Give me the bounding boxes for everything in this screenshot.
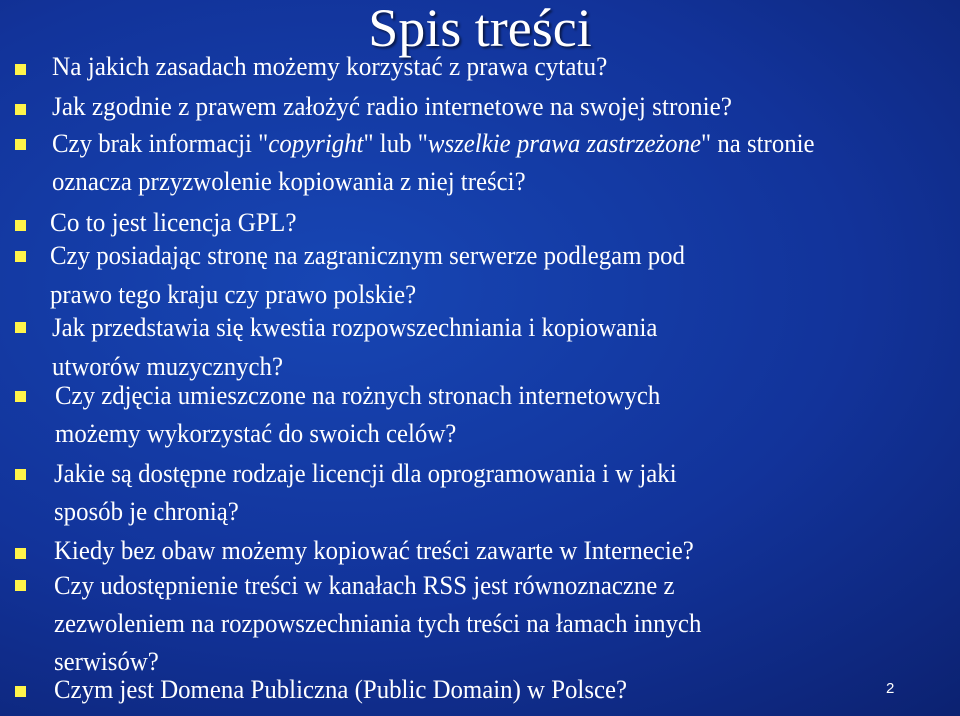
toc-item-line (52, 167, 526, 197)
toc-item-line (50, 280, 416, 310)
bullet-icon (15, 548, 26, 559)
toc-item-text: Czy zdjęcia umieszczone na rożnych stronach internetowych (55, 381, 661, 410)
toc-item-line (54, 609, 701, 639)
toc-item-line (54, 459, 677, 489)
toc-item-line (54, 536, 694, 566)
toc-item-text: Co to jest licencja GPL? (50, 208, 297, 237)
toc-item-text: oznacza przyzwolenie kopiowania z niej treści? (52, 167, 526, 196)
toc-item-text: copyright (268, 129, 364, 158)
toc-item-line (54, 497, 239, 527)
toc-item-text: Kiedy bez obaw możemy kopiować treści zawarte w Internecie? (54, 536, 694, 565)
toc-item-line (50, 241, 685, 271)
toc-item-text: możemy wykorzystać do swoich celów? (55, 419, 457, 448)
toc-item-text: " na stronie (701, 129, 815, 158)
toc-item-line (55, 381, 660, 411)
toc-item-line (55, 419, 456, 449)
toc-item-text: wszelkie prawa zastrzeżone (427, 129, 702, 158)
toc-item-line (54, 647, 159, 677)
toc-item-text: Na jakich zasadach możemy korzystać z prawa cytatu? (52, 52, 608, 81)
toc-item-line (52, 352, 283, 382)
bullet-icon (15, 391, 26, 402)
toc-item-text: Czy udostępnienie treści w kanałach RSS jest równoznaczne z (54, 571, 675, 600)
toc-item-line (54, 571, 675, 601)
toc-item-line (52, 52, 607, 82)
toc-item-text: Czy brak informacji " (52, 129, 269, 158)
toc-item-line (52, 129, 815, 159)
toc-item-line (52, 92, 732, 122)
toc-item-text: Jak przedstawia się kwestia rozpowszechniania i kopiowania (52, 313, 658, 342)
bullet-icon (15, 104, 26, 115)
bullet-icon (15, 469, 26, 480)
toc-item-text: Czym jest Domena Publiczna (Public Domain) w Polsce? (54, 675, 628, 704)
toc-item-text: Jakie są dostępne rodzaje licencji dla oprogramowania i w jaki (54, 459, 677, 488)
page-number: 2 (886, 680, 895, 697)
bullet-icon (15, 322, 26, 333)
toc-item-line (50, 208, 297, 238)
toc-item-text: prawo tego kraju czy prawo polskie? (50, 280, 417, 309)
bullet-icon (15, 686, 26, 697)
toc-item-text: serwisów? (54, 647, 159, 676)
toc-item-text: " lub " (363, 129, 428, 158)
toc-item-text: Jak zgodnie z prawem założyć radio internetowe na swojej stronie? (52, 92, 732, 121)
toc-item-text: Czy posiadając stronę na zagranicznym serwerze podlegam pod (50, 241, 685, 270)
toc-item-text: utworów muzycznych? (52, 352, 283, 381)
slide-title: Spis treści (368, 0, 592, 58)
bullet-icon (15, 64, 26, 75)
bullet-icon (15, 139, 26, 150)
toc-item-text: zezwoleniem na rozpowszechniania tych treści na łamach innych (54, 609, 702, 638)
toc-item-line (54, 675, 627, 705)
bullet-icon (15, 580, 26, 591)
toc-item-line (52, 313, 657, 343)
bullet-icon (15, 251, 26, 262)
toc-item-text: sposób je chronią? (54, 497, 239, 526)
bullet-icon (15, 220, 26, 231)
